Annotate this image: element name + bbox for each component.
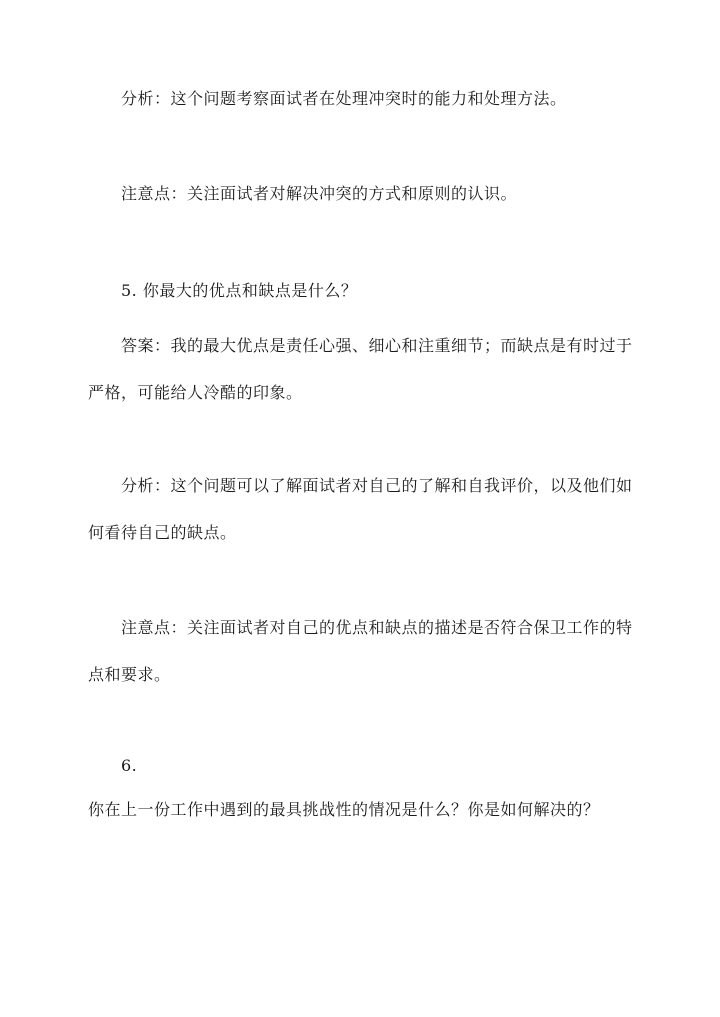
analysis-paragraph: 分析：这个问题考察面试者在处理冲突时的能力和处理方法。	[121, 89, 567, 108]
analysis-paragraph: 分析：这个问题可以了解面试者对自己的了解和自我评价，以及他们如何看待自己的缺点。	[88, 476, 633, 542]
note-paragraph: 注意点：关注面试者对自己的优点和缺点的描述是否符合保卫工作的特点和要求。	[88, 618, 633, 684]
question-number: 6.	[121, 756, 138, 775]
answer-paragraph: 答案：我的最大优点是责任心强、细心和注重细节；而缺点是有时过于严格，可能给人冷酷的印象。	[88, 336, 633, 402]
note-paragraph: 注意点：关注面试者对解决冲突的方式和原则的认识。	[121, 184, 518, 203]
question-heading: 你在上一份工作中遇到的最具挑战性的情况是什么？你是如何解决的？	[88, 800, 600, 819]
question-heading: 5. 你最大的优点和缺点是什么？	[121, 281, 358, 300]
